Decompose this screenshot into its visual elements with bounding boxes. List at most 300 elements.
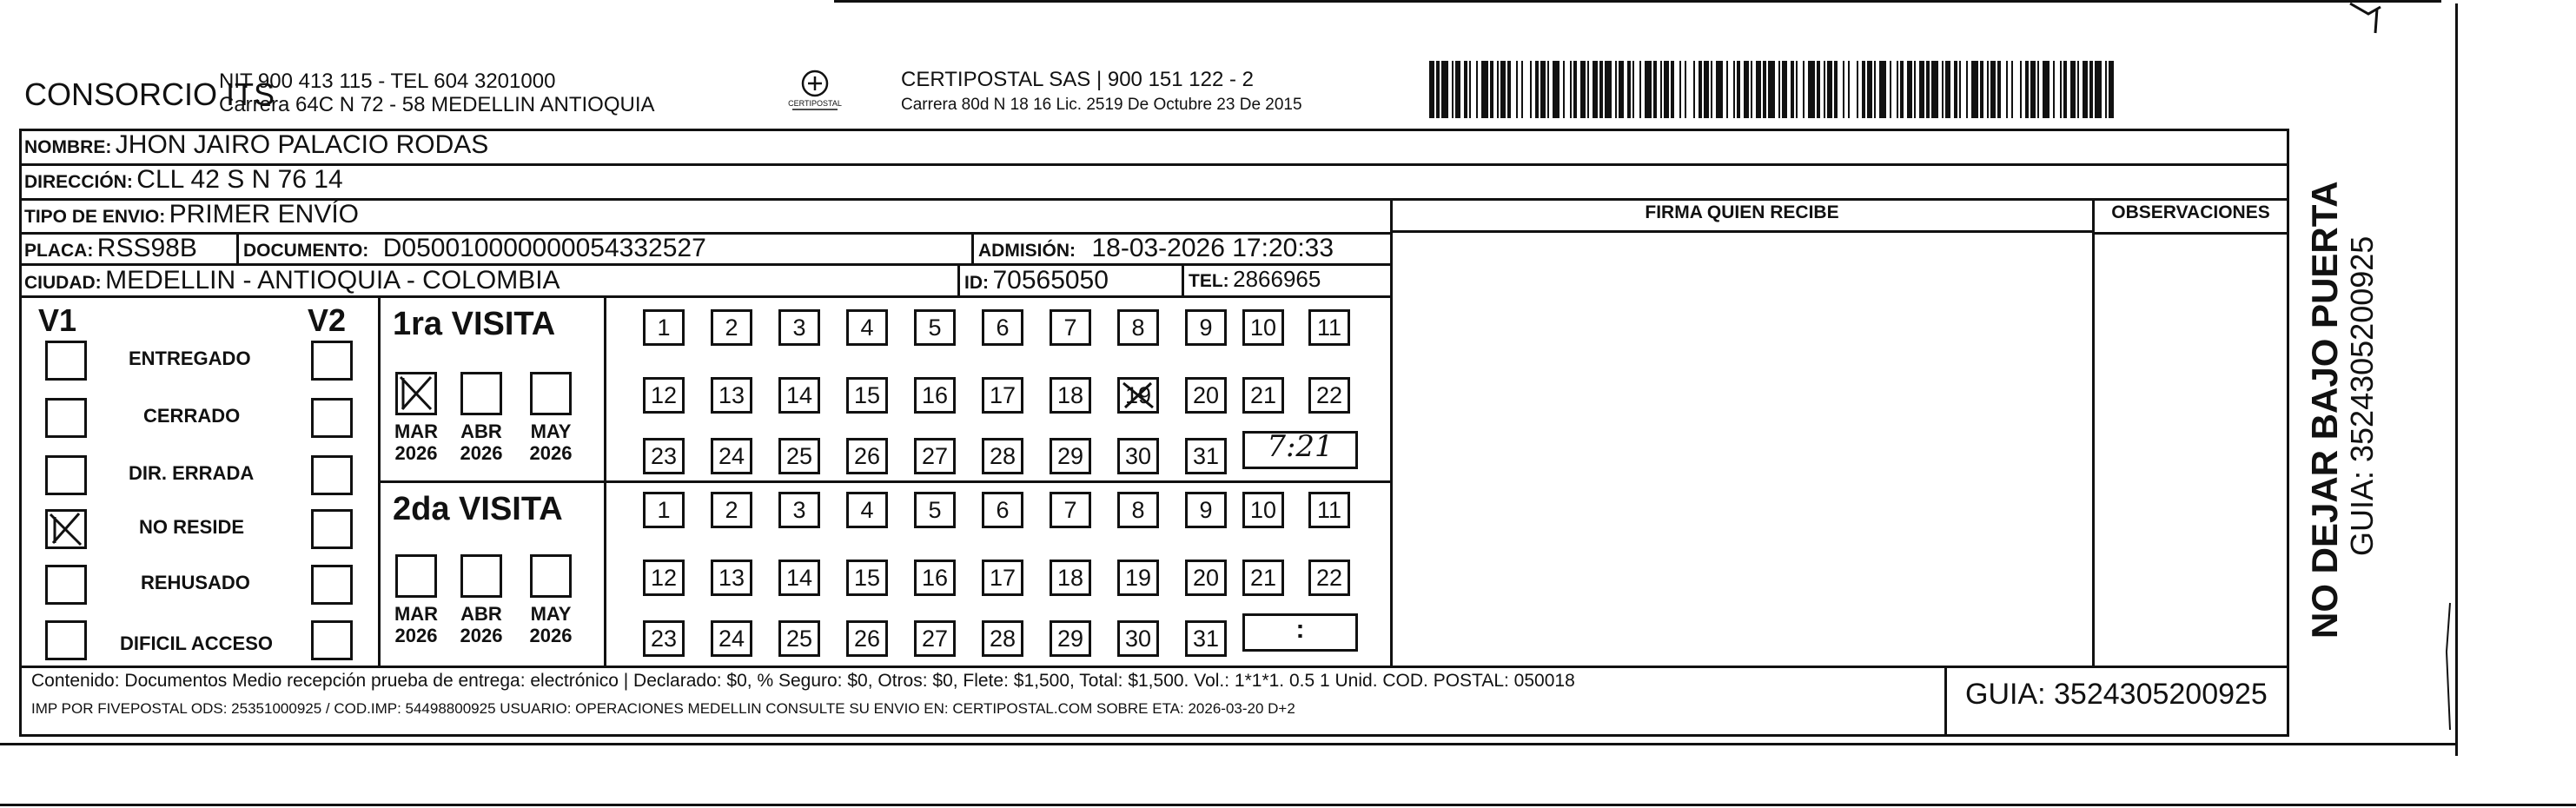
- row-line: [1392, 230, 2092, 233]
- second-visit-day-14[interactable]: [778, 560, 820, 596]
- barcode-bar: [1469, 61, 1471, 118]
- barcode-bar: [1627, 61, 1631, 118]
- barcode-bar: [1679, 61, 1681, 118]
- logo-icon: [789, 68, 841, 116]
- day-label: 12: [650, 564, 678, 591]
- barcode-bar: [1699, 61, 1702, 118]
- v2-checkbox-entregado[interactable]: [311, 341, 353, 381]
- second-visit-day-12[interactable]: [643, 560, 685, 596]
- barcode-bar: [1593, 61, 1598, 118]
- ciudad-value: MEDELLIN - ANTIOQUIA - COLOMBIA: [105, 266, 560, 295]
- first-visit-time: 7:21: [1267, 429, 1334, 464]
- second-visit-day-5[interactable]: [914, 492, 956, 528]
- first-visit-month-may[interactable]: [530, 372, 572, 415]
- barcode-bar: [1436, 61, 1440, 118]
- first-visit-day-8[interactable]: [1117, 309, 1159, 346]
- day-label: 10: [1249, 496, 1277, 523]
- day-label: 23: [650, 442, 678, 469]
- footer-content-line: Contenido: Documentos Medio recepción prueba de entrega: electrónico | Declarado: $0, % Seguro: $0, Otros: $0, Flete: $1,500, Total: $1,500. Vol.: 1*1*1. 0.5 1 Unid. COD. POSTAL: 050018: [31, 671, 1575, 691]
- first-visit-day-26[interactable]: [846, 438, 888, 474]
- nombre-row: [24, 130, 488, 160]
- day-label: 18: [1056, 564, 1084, 591]
- barcode-bar: [1605, 61, 1612, 118]
- second-visit-month-mar[interactable]: [395, 554, 437, 598]
- second-visit-day-31[interactable]: [1185, 620, 1227, 657]
- barcode-bar: [1990, 61, 1996, 118]
- visit-row-sep: [378, 480, 1392, 483]
- first-visit-day-12[interactable]: [643, 377, 685, 414]
- day-label: 25: [785, 442, 813, 469]
- barcode-bar: [2060, 61, 2062, 118]
- day-label: 5: [928, 314, 942, 341]
- side-warning: NO DEJAR BAJO PUERTA: [2304, 181, 2345, 639]
- barcode-bar: [1867, 61, 1872, 118]
- tel-value: 2866965: [1233, 266, 1321, 292]
- footer-top-line: [19, 666, 2289, 668]
- barcode-bar: [1907, 61, 1912, 118]
- second-visit-day-30[interactable]: [1117, 620, 1159, 657]
- barcode-bar: [1639, 61, 1641, 118]
- first-visit-day-2[interactable]: [711, 309, 752, 346]
- v2-checkbox-cerrado[interactable]: [311, 398, 353, 438]
- placa-label: PLACA:: [24, 241, 94, 261]
- day-label: 1: [657, 496, 671, 523]
- second-visit-day-20[interactable]: [1185, 560, 1227, 596]
- second-visit-month-label: MAR 2026: [394, 603, 439, 646]
- day-label: 17: [989, 381, 1016, 408]
- first-visit-day-3[interactable]: [778, 309, 820, 346]
- barcode-bar: [2011, 61, 2013, 118]
- first-visit-day-21[interactable]: [1242, 377, 1284, 414]
- day-label: 16: [921, 381, 949, 408]
- documento-value: D050010000000054332527: [382, 234, 706, 262]
- second-visit-title: 2da VISITA: [393, 491, 563, 527]
- day-label: 23: [650, 625, 678, 652]
- barcode-bar: [1490, 61, 1493, 118]
- day-label: 9: [1199, 496, 1213, 523]
- second-visit-day-18[interactable]: [1050, 560, 1091, 596]
- documento-label: DOCUMENTO:: [243, 241, 369, 261]
- first-visit-day-25[interactable]: [778, 438, 820, 474]
- obs-column-line: [2092, 198, 2095, 667]
- second-visit-day-1[interactable]: [643, 492, 685, 528]
- barcode-bar: [1704, 61, 1709, 118]
- day-label: 16: [921, 564, 949, 591]
- day-label: 3: [792, 314, 806, 341]
- v2-checkbox-dificil-acceso[interactable]: [311, 620, 353, 660]
- v1-checkbox-no-reside[interactable]: [45, 509, 87, 549]
- barcode-bar: [2006, 61, 2008, 118]
- admision-label: ADMISIÓN:: [978, 241, 1076, 261]
- id-value: 70565050: [992, 266, 1109, 295]
- second-visit-day-3[interactable]: [778, 492, 820, 528]
- second-visit-day-24[interactable]: [711, 620, 752, 657]
- first-visit-day-14[interactable]: [778, 377, 820, 414]
- barcode: [1429, 61, 2116, 118]
- day-label: 19: [1124, 381, 1152, 408]
- firma-column-line: [1390, 198, 1393, 667]
- day-label: 9: [1199, 314, 1213, 341]
- day-label: 15: [853, 564, 881, 591]
- barcode-bar: [2020, 61, 2022, 118]
- barcode-bar: [1685, 61, 1686, 118]
- day-label: 12: [650, 381, 678, 408]
- first-visit-day-28[interactable]: [982, 438, 1023, 474]
- v1-checkbox-cerrado[interactable]: [45, 398, 87, 438]
- row-line: [19, 295, 1392, 298]
- first-visit-day-10[interactable]: [1242, 309, 1284, 346]
- first-visit-month-label: MAY 2026: [529, 421, 573, 464]
- day-label: 21: [1249, 564, 1277, 591]
- day-label: 31: [1192, 625, 1220, 652]
- barcode-bar: [1716, 61, 1723, 118]
- ciudad-row: [24, 266, 560, 295]
- barcode-bar: [1547, 61, 1549, 118]
- day-label: 2: [725, 314, 738, 341]
- barcode-bar: [1827, 61, 1832, 118]
- carrier-info-2: Carrera 80d N 18 16 Lic. 2519 De Octubre 23 De 2015: [901, 96, 1302, 114]
- barcode-bar: [1516, 61, 1518, 118]
- v2-checkbox-no-reside[interactable]: [311, 509, 353, 549]
- admision-value: 18-03-2026 17:20:33: [1091, 234, 1334, 262]
- day-label: 19: [1124, 564, 1152, 591]
- barcode-bar: [1441, 61, 1448, 118]
- day-label: 27: [921, 625, 949, 652]
- barcode-bar: [2043, 61, 2050, 118]
- day-label: 4: [860, 314, 874, 341]
- bottom-edge-line: [0, 743, 2457, 745]
- barcode-bar: [2025, 61, 2029, 118]
- first-visit-month-label: MAR 2026: [394, 421, 439, 464]
- barcode-bar: [1803, 61, 1805, 118]
- status-label-entregado: ENTREGADO: [129, 348, 251, 369]
- v1-checkbox-dir-errada[interactable]: [45, 455, 87, 495]
- day-label: 7: [1063, 314, 1077, 341]
- admision-row: [978, 234, 1334, 263]
- status-label-rehusado: REHUSADO: [141, 572, 250, 593]
- barcode-bar: [1587, 61, 1589, 118]
- barcode-bar: [1890, 61, 1891, 118]
- barcode-bar: [1500, 61, 1506, 118]
- first-visit-day-9[interactable]: [1185, 309, 1227, 346]
- company-info-2: Carrera 64C N 72 - 58 MEDELLIN ANTIOQUIA: [219, 93, 655, 116]
- firma-header: FIRMA QUIEN RECIBE: [1645, 202, 1839, 222]
- right-edge-line: [2455, 3, 2458, 756]
- second-visit-day-9[interactable]: [1185, 492, 1227, 528]
- day-label: 20: [1192, 381, 1220, 408]
- row-line: [19, 163, 2289, 166]
- barcode-bar: [1857, 61, 1858, 118]
- day-label: 22: [1315, 381, 1343, 408]
- day-label: 13: [718, 381, 745, 408]
- day-label: 6: [996, 314, 1010, 341]
- barcode-bar: [2077, 61, 2079, 118]
- first-visit-title: 1ra VISITA: [393, 306, 556, 342]
- barcode-bar: [1535, 61, 1539, 118]
- barcode-bar: [1632, 61, 1634, 118]
- barcode-bar: [1563, 61, 1565, 118]
- day-label: 1: [657, 314, 671, 341]
- pen-mark-icon: [2346, 0, 2398, 35]
- barcode-bar: [1942, 61, 1944, 118]
- row-line: [2092, 232, 2289, 235]
- status-label-dir-errada: DIR. ERRADA: [129, 462, 255, 484]
- day-label: 30: [1124, 625, 1152, 652]
- second-visit-month-label: MAY 2026: [529, 603, 573, 646]
- second-visit-month-may[interactable]: [530, 554, 572, 598]
- first-visit-day-27[interactable]: [914, 438, 956, 474]
- barcode-bar: [1756, 61, 1761, 118]
- first-visit-day-29[interactable]: [1050, 438, 1091, 474]
- barcode-bar: [2063, 61, 2067, 118]
- first-visit-day-20[interactable]: [1185, 377, 1227, 414]
- barcode-bar: [1900, 61, 1904, 118]
- first-visit-day-22[interactable]: [1308, 377, 1350, 414]
- day-label: 15: [853, 381, 881, 408]
- status-label-cerrado: CERRADO: [143, 405, 241, 427]
- direccion-row: [24, 165, 343, 195]
- first-visit-day-31[interactable]: [1185, 438, 1227, 474]
- day-label: 13: [718, 564, 745, 591]
- barcode-bar: [1817, 61, 1820, 118]
- v2-checkbox-rehusado[interactable]: [311, 565, 353, 605]
- day-label: 6: [996, 496, 1010, 523]
- first-visit-day-6[interactable]: [982, 309, 1023, 346]
- barcode-bar: [1834, 61, 1838, 118]
- day-label: 4: [860, 496, 874, 523]
- day-label: 11: [1316, 496, 1342, 523]
- placa-sep: [236, 232, 239, 264]
- nombre-value: JHON JAIRO PALACIO RODAS: [115, 130, 489, 159]
- day-label: 18: [1056, 381, 1084, 408]
- first-visit-month-mar[interactable]: [395, 372, 437, 415]
- tel-sep: [1182, 263, 1184, 295]
- direccion-label: DIRECCIÓN:: [24, 172, 133, 192]
- id-sep: [957, 263, 960, 295]
- barcode-bar: [1959, 61, 1961, 118]
- barcode-bar: [1737, 61, 1740, 118]
- barcode-bar: [1919, 61, 1924, 118]
- barcode-bar: [1464, 61, 1467, 118]
- v1-header: V1: [38, 302, 77, 338]
- barcode-bar: [1796, 61, 1798, 118]
- day-label: 5: [928, 496, 942, 523]
- first-visit-month-label: ABR 2026: [460, 421, 503, 464]
- barcode-bar: [1751, 61, 1752, 118]
- tel-row: [1189, 266, 1321, 293]
- second-visit-day-7[interactable]: [1050, 492, 1091, 528]
- nombre-label: NOMBRE:: [24, 137, 112, 157]
- first-visit-day-19[interactable]: [1117, 377, 1159, 414]
- day-label: 24: [718, 625, 745, 652]
- tel-label: TEL:: [1189, 271, 1229, 291]
- second-visit-day-19[interactable]: [1117, 560, 1159, 596]
- first-visit-day-5[interactable]: [914, 309, 956, 346]
- day-label: 22: [1315, 564, 1343, 591]
- company-name: CONSORCIO ITS: [24, 76, 275, 112]
- second-visit-day-11[interactable]: [1308, 492, 1350, 528]
- second-visit-day-29[interactable]: [1050, 620, 1091, 657]
- second-visit-day-26[interactable]: [846, 620, 888, 657]
- id-label: ID:: [964, 273, 989, 293]
- day-label: 14: [785, 381, 813, 408]
- barcode-bar: [2037, 61, 2039, 118]
- second-visit-day-27[interactable]: [914, 620, 956, 657]
- observaciones-header: OBSERVACIONES: [2111, 202, 2270, 222]
- barcode-bar: [1987, 61, 1989, 118]
- barcode-bar: [1497, 61, 1499, 118]
- side-guia: GUIA: 3524305200925: [2344, 235, 2380, 556]
- first-visit-day-30[interactable]: [1117, 438, 1159, 474]
- day-label: 8: [1131, 496, 1145, 523]
- barcode-bar: [2083, 61, 2088, 118]
- barcode-bar: [1530, 61, 1532, 118]
- placa-row: [24, 234, 197, 263]
- first-visit-day-24[interactable]: [711, 438, 752, 474]
- day-label: 29: [1056, 625, 1084, 652]
- carrier-info-1: CERTIPOSTAL SAS | 900 151 122 - 2: [901, 68, 1254, 91]
- day-label: 30: [1124, 442, 1152, 469]
- second-visit-time: :: [1295, 615, 1305, 644]
- first-visit-month-abr[interactable]: [460, 372, 502, 415]
- day-label: 26: [853, 625, 881, 652]
- tipo-row: [24, 200, 359, 229]
- barcode-bar: [1848, 61, 1850, 118]
- barcode-bar: [1476, 61, 1478, 118]
- barcode-bar: [2109, 61, 2114, 118]
- second-visit-day-23[interactable]: [643, 620, 685, 657]
- first-visit-day-18[interactable]: [1050, 377, 1091, 414]
- certipostal-logo: [789, 68, 841, 116]
- first-visit-day-13[interactable]: [711, 377, 752, 414]
- day-label: 11: [1316, 314, 1342, 341]
- barcode-bar: [2095, 61, 2102, 118]
- logo-text: CERTIPOSTAL: [788, 99, 842, 108]
- barcode-bar: [1452, 61, 1454, 118]
- top-edge-line: [834, 0, 2441, 3]
- barcode-bar: [1914, 61, 1916, 118]
- first-visit-day-7[interactable]: [1050, 309, 1091, 346]
- bottom-edge-line-2: [0, 804, 2576, 806]
- status-label-no-reside: NO RESIDE: [139, 516, 245, 538]
- tipo-value: PRIMER ENVÍO: [169, 200, 360, 228]
- barcode-bar: [1971, 61, 1978, 118]
- day-label: 24: [718, 442, 745, 469]
- barcode-bar: [1573, 61, 1577, 118]
- barcode-bar: [1540, 61, 1546, 118]
- barcode-bar: [1599, 61, 1603, 118]
- direccion-value: CLL 42 S N 76 14: [136, 165, 343, 194]
- row-line: [19, 198, 2289, 201]
- ciudad-label: CIUDAD:: [24, 273, 102, 293]
- day-label: 8: [1131, 314, 1145, 341]
- second-visit-month-abr[interactable]: [460, 554, 502, 598]
- barcode-bar: [1778, 61, 1780, 118]
- first-visit-day-15[interactable]: [846, 377, 888, 414]
- barcode-bar: [1429, 61, 1434, 118]
- barcode-bar: [1824, 61, 1825, 118]
- v2-checkbox-dir-errada[interactable]: [311, 455, 353, 495]
- barcode-bar: [1926, 61, 1930, 118]
- second-visit-day-28[interactable]: [982, 620, 1023, 657]
- second-visit-day-10[interactable]: [1242, 492, 1284, 528]
- second-visit-day-8[interactable]: [1117, 492, 1159, 528]
- barcode-bar: [1711, 61, 1712, 118]
- placa-value: RSS98B: [96, 234, 197, 262]
- second-visit-day-6[interactable]: [982, 492, 1023, 528]
- first-visit-day-4[interactable]: [846, 309, 888, 346]
- second-visit-day-17[interactable]: [982, 560, 1023, 596]
- second-visit-day-22[interactable]: [1308, 560, 1350, 596]
- day-label: 20: [1192, 564, 1220, 591]
- barcode-bar: [1980, 61, 1983, 118]
- v1-checkbox-entregado[interactable]: [45, 341, 87, 381]
- day-label: 21: [1249, 381, 1277, 408]
- second-visit-day-4[interactable]: [846, 492, 888, 528]
- scan-mark-icon: [2438, 599, 2455, 738]
- day-label: 10: [1249, 314, 1277, 341]
- barcode-bar: [2070, 61, 2076, 118]
- barcode-bar: [1671, 61, 1674, 118]
- day-label: 28: [989, 442, 1016, 469]
- barcode-bar: [1879, 61, 1886, 118]
- barcode-bar: [2089, 61, 2093, 118]
- barcode-bar: [1954, 61, 1957, 118]
- barcode-bar: [1615, 61, 1617, 118]
- v1-checkbox-dificil-acceso[interactable]: [45, 620, 87, 660]
- day-label: 26: [853, 442, 881, 469]
- barcode-bar: [1744, 61, 1749, 118]
- barcode-bar: [1726, 61, 1728, 118]
- barcode-bar: [1733, 61, 1735, 118]
- first-visit-day-17[interactable]: [982, 377, 1023, 414]
- barcode-bar: [1782, 61, 1787, 118]
- footer-imp-line: IMP POR FIVEPOSTAL ODS: 25351000925 / COD.IMP: 54498800925 USUARIO: OPERACIONES MEDELLIN CONSULTE SU ENVIO EN: CERTIPOSTAL.COM SOBRE ETA: 2026-03-20 D+2: [31, 700, 1295, 717]
- footer-guia-sep: [1944, 666, 1947, 737]
- first-visit-day-23[interactable]: [643, 438, 685, 474]
- barcode-bar: [1653, 61, 1657, 118]
- day-label: 31: [1192, 442, 1220, 469]
- first-visit-day-11[interactable]: [1308, 309, 1350, 346]
- second-visit-day-15[interactable]: [846, 560, 888, 596]
- barcode-bar: [1570, 61, 1572, 118]
- second-visit-day-2[interactable]: [711, 492, 752, 528]
- day-label: 29: [1056, 442, 1084, 469]
- first-visit-day-16[interactable]: [914, 377, 956, 414]
- admision-sep: [971, 232, 974, 264]
- v1-checkbox-rehusado[interactable]: [45, 565, 87, 605]
- barcode-bar: [1660, 61, 1662, 118]
- barcode-bar: [1553, 61, 1560, 118]
- second-visit-month-label: ABR 2026: [460, 603, 503, 646]
- first-visit-day-1[interactable]: [643, 309, 685, 346]
- checkmark-x-icon: [48, 512, 84, 546]
- barcode-bar: [2053, 61, 2055, 118]
- day-label: 28: [989, 625, 1016, 652]
- company-info-1: NIT 900 413 115 - TEL 604 3201000: [219, 70, 556, 93]
- barcode-bar: [1931, 61, 1938, 118]
- barcode-bar: [1874, 61, 1876, 118]
- day-label: 25: [785, 625, 813, 652]
- second-visit-day-16[interactable]: [914, 560, 956, 596]
- barcode-bar: [1645, 61, 1652, 118]
- second-visit-day-21[interactable]: [1242, 560, 1284, 596]
- barcode-bar: [1966, 61, 1968, 118]
- day-label: 17: [989, 564, 1016, 591]
- id-row: [964, 266, 1109, 295]
- second-visit-day-13[interactable]: [711, 560, 752, 596]
- second-visit-day-25[interactable]: [778, 620, 820, 657]
